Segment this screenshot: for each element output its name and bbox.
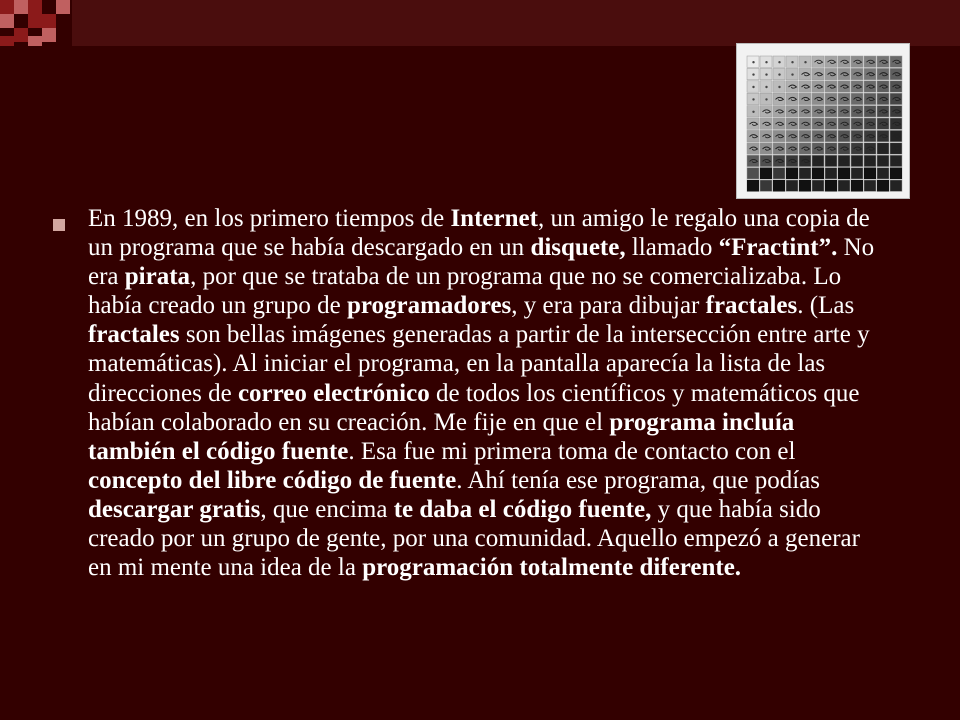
deco-square [42,28,56,42]
bold-text-segment: “Fractint”. [718,234,838,262]
text-segment: de todos los científicos y matemáticos que habían colaborado en su creación. Me fije en que el [88,379,860,436]
deco-square [0,14,14,28]
fractal-grid-icon [737,44,909,198]
deco-square [14,28,28,42]
bold-text-segment: programadores [346,292,512,320]
bold-text-segment: programación totalmente diferente. [362,554,742,582]
text-segment: No era [88,234,875,291]
bold-text-segment: pirata [124,263,191,291]
bullet-square-icon [53,219,65,231]
text-segment: . Ahí tenía ese programa, que podías [456,466,821,494]
fractal-grid-image [736,43,910,199]
text-segment: . Esa fue mi primera toma de contacto con el [348,437,796,465]
text-segment: , y era para dibujar [511,292,706,320]
bold-text-segment: concepto del libre código de fuente [88,466,457,494]
deco-square [42,14,56,28]
text-segment: En 1989, en los primero tiempos de [88,205,451,232]
bold-text-segment: descargar gratis [88,495,261,523]
bold-text-segment: programa incluía también el código fuente [88,408,795,465]
bold-text-segment: correo electrónico [237,379,430,407]
text-segment: y que había sido creado por un grupo de gente, por una comunidad. Aquello empezó a generar en mi mente una idea de la [88,495,860,582]
deco-square [0,36,14,46]
text-segment: llamado [625,234,719,262]
text-segment: , un amigo le regalo una copia de un programa que se había descargado en un [88,205,870,262]
deco-square [28,14,42,28]
deco-square [14,0,28,14]
text-segment: , que encima [260,495,394,523]
bold-text-segment: disquete, [530,234,626,262]
deco-square [0,0,14,14]
text-segment: , por que se trataba de un programa que no se comercializaba. Lo había creado un grupo de [88,263,842,320]
text-segment: son bellas imágenes generadas a partir de la intersección entre arte y matemáticas). Al iniciar el programa, en la pantalla aparecía la lista de las direcciones de [88,321,870,407]
text-segment: . (Las [797,292,855,320]
bold-text-segment: fractales [705,292,798,320]
deco-square [28,0,42,14]
deco-square [28,36,42,46]
bullet-paragraph [88,204,878,582]
bold-text-segment: te daba el código fuente, [393,495,652,523]
bold-text-segment: Internet [450,205,538,232]
bold-text-segment: fractales [88,321,180,349]
deco-square [56,0,70,14]
